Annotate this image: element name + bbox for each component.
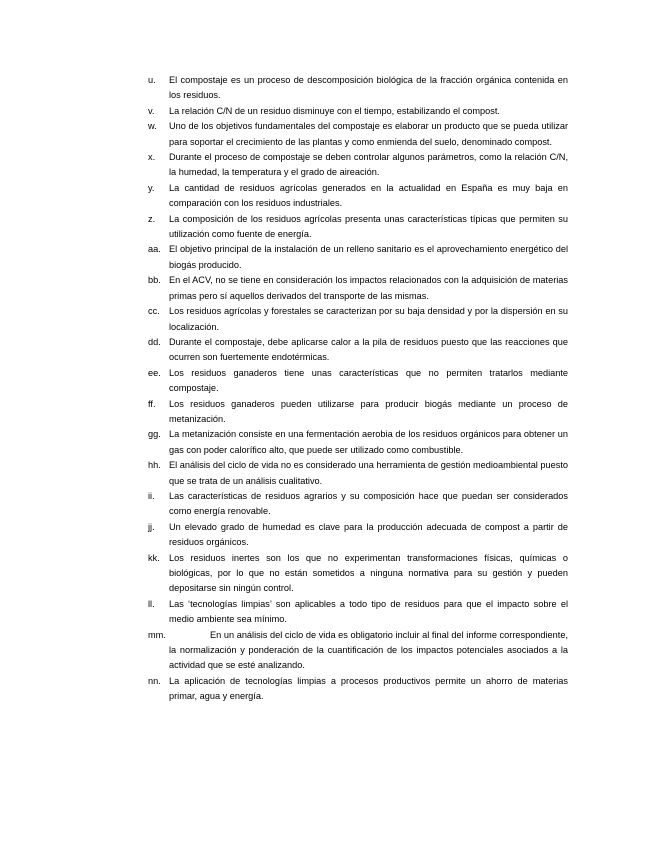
list-item-y xyxy=(148,181,568,212)
item-text: El compostaje es un proceso de descomposición biológica de la fracción orgánica contenida en los residuos. xyxy=(169,75,568,101)
item-label: ll. xyxy=(148,598,155,609)
list-item-ll xyxy=(148,597,568,628)
list-item-aa xyxy=(148,242,568,273)
list-item-z xyxy=(148,212,568,243)
item-label: x. xyxy=(148,152,156,163)
list-item-kk xyxy=(148,551,568,597)
item-label: u. xyxy=(148,75,156,85)
item-text: La relación C/N de un residuo disminuye con el tiempo, estabilizando el compost. xyxy=(169,105,500,116)
list-item-x xyxy=(148,150,568,181)
item-label: ff. xyxy=(148,398,156,409)
item-text: La cantidad de residuos agrícolas generados en la actualidad en España es muy baja en comparación con los residuos industriales. xyxy=(169,182,568,209)
list-item-bb xyxy=(148,273,568,304)
list-item-u xyxy=(148,73,568,104)
list-item-w xyxy=(148,119,568,150)
item-text: Las características de residuos agrarios y su composición hace que puedan ser considerados como energía renovable. xyxy=(169,490,568,517)
item-text: Los residuos ganaderos pueden utilizarse para producir biogás mediante un proceso de metanización. xyxy=(169,398,568,424)
item-text: La aplicación de tecnologías limpias a procesos productivos permite un ahorro de materias primar, agua y energía. xyxy=(169,675,568,702)
item-label: kk. xyxy=(148,552,160,563)
item-label: gg. xyxy=(148,429,161,440)
statement-list xyxy=(148,73,568,705)
list-item-mm xyxy=(148,628,568,674)
item-label: z. xyxy=(148,213,156,224)
item-label: y. xyxy=(148,182,155,193)
item-text: Los residuos agrícolas y forestales se caracterizan por su baja densidad y por la dispersión en su localización. xyxy=(169,306,568,332)
item-text: Durante el compostaje, debe aplicarse calor a la pila de residuos puesto que las reacciones que ocurren son fuertemente endotérmicas. xyxy=(169,336,568,363)
item-label: mm. xyxy=(148,629,166,640)
list-item-ee xyxy=(148,366,568,397)
item-text: En el ACV, no se tiene en consideración los impactos relacionados con la adquisición de materias primas pero sí aquellos derivados del transporte de las mismas. xyxy=(169,275,568,301)
list-item-nn xyxy=(148,674,568,705)
item-text: Los residuos ganaderos tiene unas características que no permiten tratarlos mediante compostaje. xyxy=(169,367,568,394)
list-item-v xyxy=(148,104,568,119)
item-label: nn. xyxy=(148,675,161,686)
list-item-gg xyxy=(148,427,568,458)
list-item-dd xyxy=(148,335,568,366)
item-label: ii. xyxy=(148,490,155,501)
item-label: w. xyxy=(148,121,157,132)
item-label: bb. xyxy=(148,275,161,286)
item-label: cc. xyxy=(148,306,160,317)
item-text: La metanización consiste en una fermentación aerobia de los residuos orgánicos para obtener un gas con poder calorífico alto, que puede ser utilizado como combustible. xyxy=(169,429,568,455)
list-item-ff xyxy=(148,397,568,428)
item-label: ee. xyxy=(148,367,161,378)
item-label: v. xyxy=(148,105,155,116)
item-text: Los residuos inertes son los que no experimentan transformaciones físicas, químicas o biológicas, por lo que no están sometidos a ninguna normativa para su gestión y pueden depositarse sin ningún control. xyxy=(169,552,568,594)
item-text: El objetivo principal de la instalación de un relleno sanitario es el aprovechamiento energético del biogás producido. xyxy=(169,244,568,270)
item-text: La composición de los residuos agrícolas presenta unas características típicas que permiten su utilización como fuente de energía. xyxy=(169,213,568,240)
item-text: Uno de los objetivos fundamentales del compostaje es elaborar un producto que se pueda utilizar para soportar el crecimiento de las plantas y como enmienda del suelo, denominado compost. xyxy=(169,121,568,147)
item-text: Durante el proceso de compostaje se deben controlar algunos parámetros, como la relación C/N, la humedad, la temperatura y el grado de aireación. xyxy=(169,152,568,178)
list-item-cc xyxy=(148,304,568,335)
item-text: Un elevado grado de humedad es clave para la producción adecuada de compost a partir de residuos orgánicos. xyxy=(169,521,568,548)
item-label: aa. xyxy=(148,244,161,255)
list-item-hh xyxy=(148,458,568,489)
item-label: hh. xyxy=(148,460,161,471)
list-item-jj xyxy=(148,520,568,551)
item-label: jj. xyxy=(148,521,155,532)
list-item-ii xyxy=(148,489,568,520)
item-text: Las ‘tecnologías limpias’ son aplicables a todo tipo de residuos para que el impacto sobre el medio ambiente sea mínimo. xyxy=(169,598,568,625)
item-label: dd. xyxy=(148,336,161,347)
item-text: El análisis del ciclo de vida no es considerado una herramienta de gestión medioambiental puesto que se trata de un análisis cualitativo. xyxy=(169,460,568,486)
item-text: En un análisis del ciclo de vida es obligatorio incluir al final del informe correspondiente, la normalización y ponderación de la cuantificación de los impactos potenciales asociados a la actividad que se esté analizando. xyxy=(169,629,568,671)
